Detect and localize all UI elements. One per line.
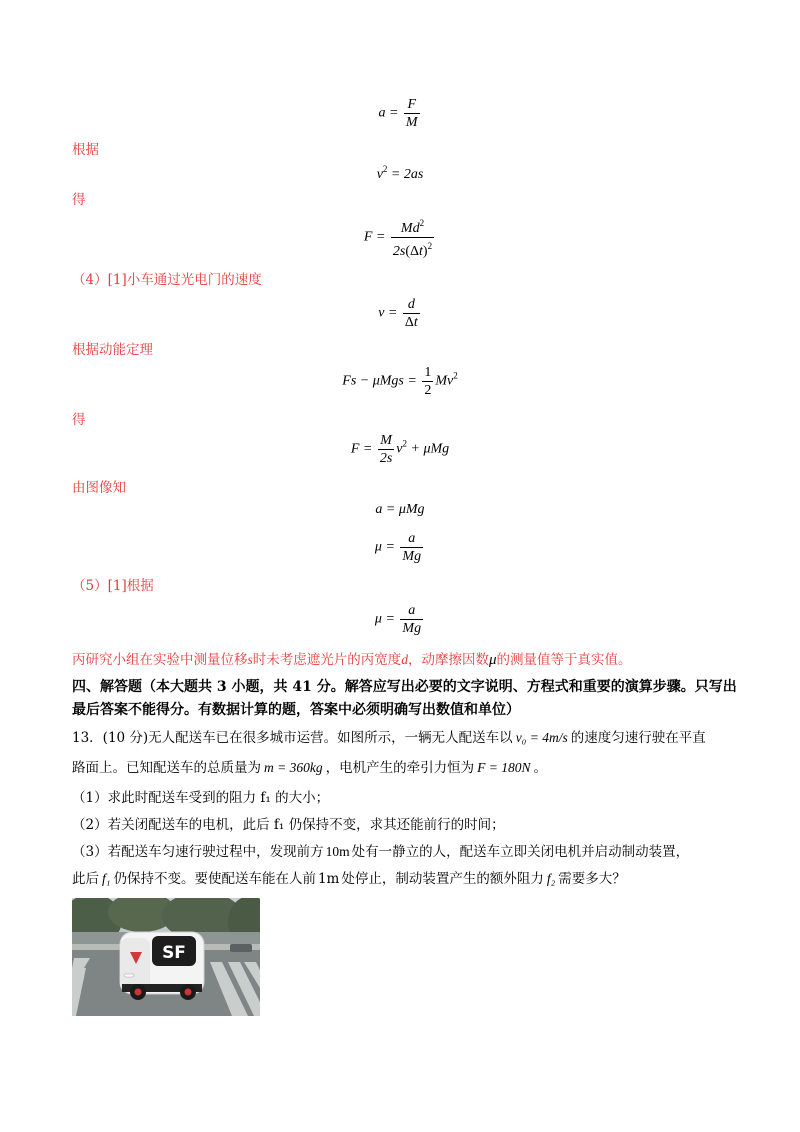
q13-line-1: 13．(10 分)无人配送车已在很多城市运营。如图所示，一辆无人配送车以 v₀ = 4m/s 的速度匀速行驶在平直 bbox=[72, 730, 706, 746]
equation-F-linear: F = $\frac{M}{2s}$ $v^2 + \mu Mg$ bbox=[350, 433, 450, 466]
equation-mu-a-over-Mg-1: μ = $\frac{a}{Mg}$ bbox=[374, 531, 422, 564]
section-4-heading: （4）[1]小车通过光电门的速度 bbox=[72, 272, 262, 288]
label-genju: 根据 bbox=[72, 142, 99, 158]
equation-mu-a-over-Mg-2: μ = $\frac{a}{Mg}$ bbox=[374, 603, 422, 636]
equation-work-energy: Fs − μMgs = $\frac{1}{2}$ Mv$^2$ bbox=[342, 365, 458, 398]
q13-part-2: （2）若关闭配送车的电机，此后 f₁ 仍保持不变，求其还能前行的时间； bbox=[72, 817, 505, 833]
equation-F-Md2: F = $\frac{Md^2}{2s(\Delta t)^2}$ bbox=[0, 215, 800, 260]
section-heading-line-1: 四、解答题（本大题共 3 小题，共 41 分。解答应写出必要的文字说明、方程式和重要的演算步骤。只写出 bbox=[72, 679, 737, 695]
equation-v-d-over-dt: v = $\frac{d}{\Delta t}$ bbox=[378, 297, 418, 330]
equation-v2-2as: $v^2 = 2as$ bbox=[376, 164, 424, 182]
equation-a-muMg: a = μMg bbox=[375, 502, 425, 517]
q13-line-2: 路面上。已知配送车的总质量为 m = 360kg ，电机产生的牵引力恒为 F = 180N 。 bbox=[72, 760, 547, 776]
section-5-heading: （5）[1]根据 bbox=[72, 578, 154, 594]
q13-part-3-line-1: （3）若配送车匀速行驶过程中，发现前方 10m 处有一静立的人，配送车立即关闭电机并启动制动装置， bbox=[72, 844, 690, 860]
label-de-2: 得 bbox=[72, 412, 86, 428]
equation-a-F-over-M: a = $\frac{F}{M}$ bbox=[378, 97, 418, 130]
conclusion-line: 丙研究小组在实验中测量位移s时未考虑遮光片的丙宽度d，动摩擦因数μ的测量值等于真实值。 bbox=[72, 652, 632, 668]
sf-logo-text: SF bbox=[162, 943, 186, 963]
label-dongneng: 根据动能定理 bbox=[72, 342, 153, 358]
q13-part-3-line-2: 此后 f₁ 仍保持不变。要使配送车能在人前 1m 处停止，制动装置产生的额外阻力 f₂ 需要多大？ bbox=[72, 871, 626, 887]
q13-part-1: （1）求此时配送车受到的阻力 f₁ 的大小； bbox=[72, 790, 330, 806]
section-heading-line-2: 最后答案不能得分。有数据计算的题，答案中必须明确写出数值和单位） bbox=[72, 702, 520, 718]
delivery-vehicle-photo bbox=[72, 898, 260, 1016]
label-tuxiang: 由图像知 bbox=[72, 480, 126, 496]
label-de-1: 得 bbox=[72, 192, 86, 208]
